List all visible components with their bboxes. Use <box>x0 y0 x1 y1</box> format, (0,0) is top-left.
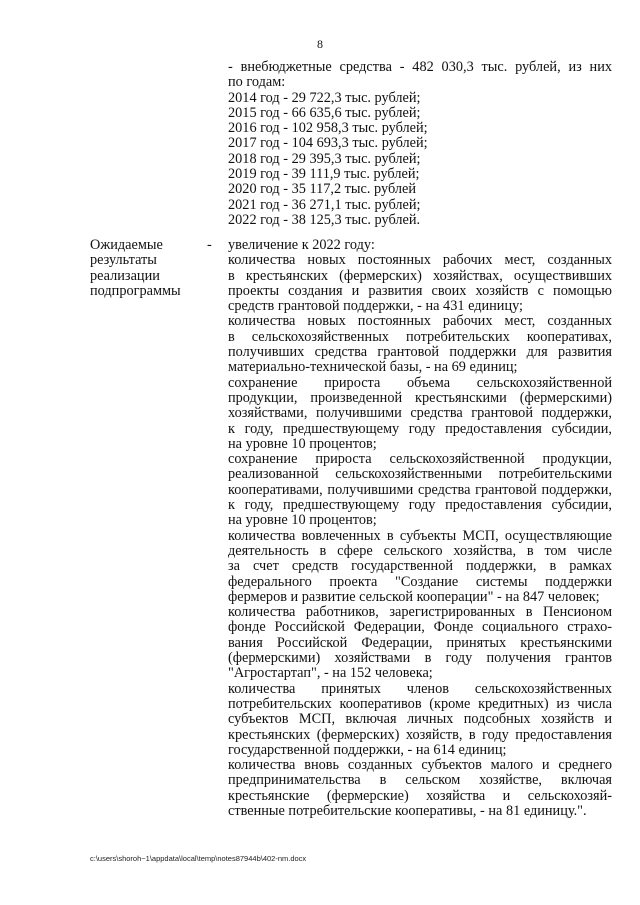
result-item <box>228 758 612 819</box>
budget-years <box>228 91 612 229</box>
result-item <box>228 529 612 605</box>
year-line: 2015 год - 66 635,6 тыс. рублей; <box>228 104 421 121</box>
text-line: кооперативами, получившими средства грантовой поддержки, <box>228 481 612 498</box>
text-line: сохранение прироста сельскохозяйственной продукции, <box>228 451 612 468</box>
text-line: субъектов МСП, включая личных подсобных хозяйств и <box>228 711 612 728</box>
text-line: к году, предшествующему году предоставления субсидии, <box>228 420 612 437</box>
results-label-line: подпрограммы <box>90 282 181 299</box>
text-line: проекты создания и развития своих хозяйств с помощью <box>228 282 612 299</box>
text-line: количества принятых членов сельскохозяйственных <box>228 680 612 697</box>
year-line: 2016 год - 102 958,3 тыс. рублей; <box>228 120 428 137</box>
text-line: "Агростартап", - на 152 человека; <box>228 665 433 682</box>
text-line: получивших средства грантовой поддержки для развития <box>228 344 612 361</box>
budget-line-1: - внебюджетные средства - 482 030,3 тыс. рублей, из них <box>228 59 612 75</box>
results-dash: - <box>207 237 212 253</box>
results-label <box>90 238 208 299</box>
text-line: хозяйствами, получившими средства грантовой поддержки, <box>228 405 612 422</box>
year-line: 2017 год - 104 693,3 тыс. рублей; <box>228 135 428 152</box>
text-line: реализованной сельскохозяйственными потребительскими <box>228 466 612 483</box>
text-line: за счет средств государственной поддержки, в рамках <box>228 558 612 575</box>
text-line: ственные потребительские кооперативы, - на 81 единицу.". <box>228 802 587 819</box>
budget-line-2: по годам: <box>228 74 286 91</box>
page-number: 8 <box>317 37 323 51</box>
year-line: 2020 год - 35 117,2 тыс. рублей <box>228 181 416 198</box>
text-line: (фермерскими) хозяйствами в году получения грантов <box>228 650 612 667</box>
result-item <box>228 376 612 452</box>
text-line: средств грантовой поддержки, - на 431 единицу; <box>228 298 524 315</box>
year-line: 2021 год - 36 271,1 тыс. рублей; <box>228 196 421 213</box>
text-line: в крестьянских (фермерских) хозяйствах, осуществивших <box>228 267 612 284</box>
year-line: 2022 год - 38 125,3 тыс. рублей. <box>228 211 421 228</box>
year-line: 2018 год - 29 395,3 тыс. рублей; <box>228 150 421 167</box>
text-line: количества новых постоянных рабочих мест, созданных <box>228 252 612 269</box>
result-item <box>228 253 612 314</box>
text-line: количества новых постоянных рабочих мест, созданных <box>228 313 612 330</box>
result-item <box>228 605 612 681</box>
budget-block <box>228 60 612 228</box>
text-line: крестьянские (фермерские) хозяйства и сельскохозяй- <box>228 787 612 804</box>
text-line: количества вовлеченных в субъекты МСП, осуществляющие <box>228 527 612 544</box>
result-item <box>228 314 612 375</box>
results-content <box>228 238 612 819</box>
text-line: к году, предшествующему году предоставления субсидии, <box>228 497 612 514</box>
text-line: федерального проекта "Создание системы поддержки <box>228 573 612 590</box>
text-line: предпринимательства в сельском хозяйстве, включая <box>228 772 612 789</box>
text-line: вания Российской Федерации, принятых крестьянскими <box>228 634 612 651</box>
text-line: количества вновь созданных субъектов малого и среднего <box>228 757 612 774</box>
result-item <box>228 452 612 528</box>
year-line: 2019 год - 39 111,9 тыс. рублей; <box>228 166 420 183</box>
text-line: государственной поддержки, - на 614 единиц; <box>228 741 507 758</box>
text-line: в сельскохозяйственных потребительских кооперативах, <box>228 328 612 345</box>
text-line: количества работников, зарегистрированных в Пенсионом <box>228 604 612 621</box>
results-label-line: результаты <box>90 252 157 269</box>
text-line: фермеров и развитие сельской кооперации" - на 847 человек; <box>228 588 600 605</box>
text-line: сохранение прироста объема сельскохозяйственной <box>228 374 612 391</box>
file-path-footer: c:\users\shoroh~1\appdata\local\temp\notes87944b\402-nm.docx <box>90 854 307 863</box>
results-label-line: Ожидаемые <box>90 237 163 253</box>
results-label-line: реализации <box>90 267 160 284</box>
text-line: фонде Российской Федерации, Фонде социального страхо- <box>228 619 612 636</box>
results-intro: увеличение к 2022 году: <box>228 237 375 253</box>
text-line: потребительских кооперативов (кроме кредитных) из числа <box>228 695 612 712</box>
result-item <box>228 682 612 758</box>
text-line: деятельность в сфере сельского хозяйства, в том числе <box>228 542 612 559</box>
text-line: продукции, произведенной крестьянскими (фермерскими) <box>228 389 612 406</box>
text-line: на уровне 10 процентов; <box>228 512 377 529</box>
text-line: крестьянских (фермерских) хозяйств, в году предоставления <box>228 726 612 743</box>
year-line: 2014 год - 29 722,3 тыс. рублей; <box>228 89 421 106</box>
text-line: на уровне 10 процентов; <box>228 435 377 452</box>
text-line: материально-технической базы, - на 69 единиц; <box>228 359 518 376</box>
